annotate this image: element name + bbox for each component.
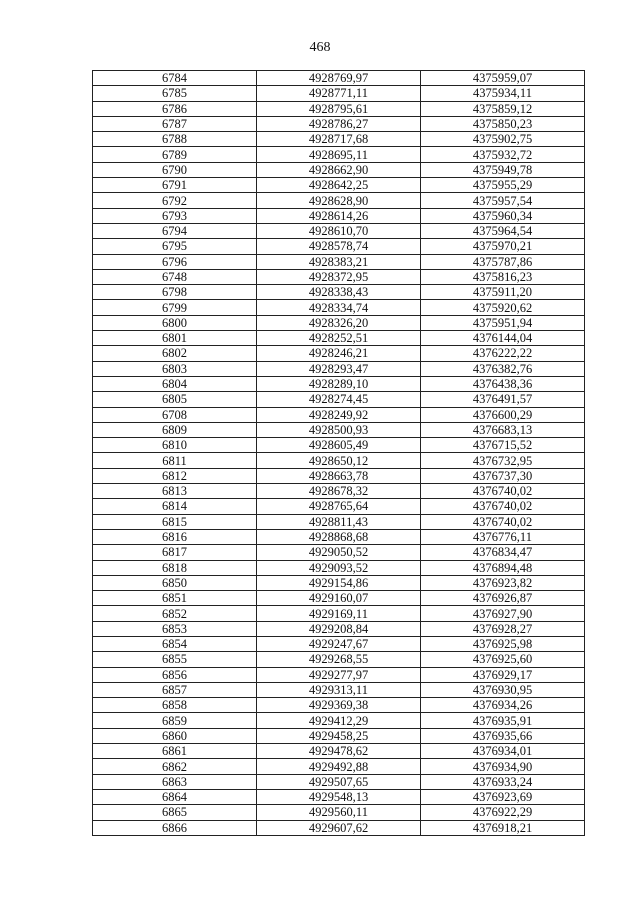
table-row (93, 728, 585, 743)
x-coordinate-cell: 4929607,62 (257, 820, 421, 835)
y-coordinate-cell: 4375951,94 (421, 315, 585, 330)
table-row (93, 315, 585, 330)
table-row (93, 560, 585, 575)
table-row (93, 116, 585, 131)
point-number-cell: 6794 (93, 223, 257, 238)
y-coordinate-cell: 4376929,17 (421, 667, 585, 682)
x-coordinate-cell: 4929050,52 (257, 545, 421, 560)
table-row (93, 499, 585, 514)
x-coordinate-cell: 4928717,68 (257, 132, 421, 147)
y-coordinate-cell: 4376834,47 (421, 545, 585, 560)
y-coordinate-cell: 4375955,29 (421, 178, 585, 193)
x-coordinate-cell: 4928289,10 (257, 376, 421, 391)
page-number: 468 (309, 40, 331, 55)
point-number-cell: 6708 (93, 407, 257, 422)
coordinates-table (92, 70, 585, 836)
x-coordinate-cell: 4929492,88 (257, 759, 421, 774)
x-coordinate-cell: 4928695,11 (257, 147, 421, 162)
point-number-cell: 6850 (93, 575, 257, 590)
y-coordinate-cell: 4376934,26 (421, 698, 585, 713)
y-coordinate-cell: 4376927,90 (421, 606, 585, 621)
y-coordinate-cell: 4376923,82 (421, 575, 585, 590)
table-row (93, 86, 585, 101)
point-number-cell: 6809 (93, 422, 257, 437)
y-coordinate-cell: 4376740,02 (421, 484, 585, 499)
point-number-cell: 6812 (93, 468, 257, 483)
point-number-cell: 6864 (93, 789, 257, 804)
y-coordinate-cell: 4376740,02 (421, 514, 585, 529)
x-coordinate-cell: 4929548,13 (257, 789, 421, 804)
x-coordinate-cell: 4929154,86 (257, 575, 421, 590)
y-coordinate-cell: 4376222,22 (421, 346, 585, 361)
table-row (93, 805, 585, 820)
y-coordinate-cell: 4376935,66 (421, 728, 585, 743)
y-coordinate-cell: 4375920,62 (421, 300, 585, 315)
x-coordinate-cell: 4928786,27 (257, 116, 421, 131)
table-row (93, 698, 585, 713)
table-row (93, 132, 585, 147)
y-coordinate-cell: 4376737,30 (421, 468, 585, 483)
x-coordinate-cell: 4928769,97 (257, 71, 421, 86)
y-coordinate-cell: 4375970,21 (421, 239, 585, 254)
x-coordinate-cell: 4928274,45 (257, 392, 421, 407)
table-row (93, 682, 585, 697)
point-number-cell: 6784 (93, 71, 257, 86)
point-number-cell: 6851 (93, 591, 257, 606)
point-number-cell: 6857 (93, 682, 257, 697)
table-row (93, 376, 585, 391)
table-row (93, 331, 585, 346)
y-coordinate-cell: 4376438,36 (421, 376, 585, 391)
table-row (93, 713, 585, 728)
y-coordinate-cell: 4376930,95 (421, 682, 585, 697)
table-row (93, 789, 585, 804)
table-row (93, 162, 585, 177)
y-coordinate-cell: 4375964,54 (421, 223, 585, 238)
y-coordinate-cell: 4375957,54 (421, 193, 585, 208)
x-coordinate-cell: 4928771,11 (257, 86, 421, 101)
x-coordinate-cell: 4928811,43 (257, 514, 421, 529)
point-number-cell: 6852 (93, 606, 257, 621)
x-coordinate-cell: 4928578,74 (257, 239, 421, 254)
y-coordinate-cell: 4376928,27 (421, 621, 585, 636)
point-number-cell: 6814 (93, 499, 257, 514)
y-coordinate-cell: 4376683,13 (421, 422, 585, 437)
coordinates-table-body (93, 71, 585, 836)
table-row (93, 636, 585, 651)
x-coordinate-cell: 4928383,21 (257, 254, 421, 269)
y-coordinate-cell: 4375934,11 (421, 86, 585, 101)
point-number-cell: 6860 (93, 728, 257, 743)
point-number-cell: 6816 (93, 529, 257, 544)
point-number-cell: 6791 (93, 178, 257, 193)
point-number-cell: 6853 (93, 621, 257, 636)
x-coordinate-cell: 4928614,26 (257, 208, 421, 223)
table-row (93, 101, 585, 116)
table-row (93, 514, 585, 529)
point-number-cell: 6787 (93, 116, 257, 131)
y-coordinate-cell: 4376923,69 (421, 789, 585, 804)
x-coordinate-cell: 4929478,62 (257, 744, 421, 759)
point-number-cell: 6818 (93, 560, 257, 575)
x-coordinate-cell: 4929369,38 (257, 698, 421, 713)
y-coordinate-cell: 4375949,78 (421, 162, 585, 177)
table-row (93, 606, 585, 621)
table-row (93, 667, 585, 682)
table-row (93, 774, 585, 789)
table-row (93, 621, 585, 636)
x-coordinate-cell: 4929169,11 (257, 606, 421, 621)
y-coordinate-cell: 4376715,52 (421, 438, 585, 453)
x-coordinate-cell: 4929268,55 (257, 652, 421, 667)
point-number-cell: 6815 (93, 514, 257, 529)
point-number-cell: 6788 (93, 132, 257, 147)
table-row (93, 438, 585, 453)
y-coordinate-cell: 4376894,48 (421, 560, 585, 575)
x-coordinate-cell: 4928372,95 (257, 269, 421, 284)
y-coordinate-cell: 4376935,91 (421, 713, 585, 728)
y-coordinate-cell: 4375850,23 (421, 116, 585, 131)
table-row (93, 193, 585, 208)
table-row (93, 575, 585, 590)
y-coordinate-cell: 4376776,11 (421, 529, 585, 544)
y-coordinate-cell: 4376491,57 (421, 392, 585, 407)
point-number-cell: 6817 (93, 545, 257, 560)
x-coordinate-cell: 4928293,47 (257, 361, 421, 376)
x-coordinate-cell: 4928249,92 (257, 407, 421, 422)
point-number-cell: 6800 (93, 315, 257, 330)
table-row (93, 223, 585, 238)
x-coordinate-cell: 4929458,25 (257, 728, 421, 743)
y-coordinate-cell: 4375959,07 (421, 71, 585, 86)
table-row (93, 239, 585, 254)
x-coordinate-cell: 4928868,68 (257, 529, 421, 544)
point-number-cell: 6811 (93, 453, 257, 468)
table-row (93, 269, 585, 284)
x-coordinate-cell: 4928605,49 (257, 438, 421, 453)
point-number-cell: 6866 (93, 820, 257, 835)
x-coordinate-cell: 4929412,29 (257, 713, 421, 728)
point-number-cell: 6798 (93, 285, 257, 300)
table-row (93, 361, 585, 376)
x-coordinate-cell: 4929507,65 (257, 774, 421, 789)
point-number-cell: 6813 (93, 484, 257, 499)
table-row (93, 147, 585, 162)
x-coordinate-cell: 4928610,70 (257, 223, 421, 238)
point-number-cell: 6805 (93, 392, 257, 407)
point-number-cell: 6789 (93, 147, 257, 162)
point-number-cell: 6793 (93, 208, 257, 223)
table-row (93, 453, 585, 468)
table-row (93, 545, 585, 560)
point-number-cell: 6796 (93, 254, 257, 269)
table-row (93, 759, 585, 774)
table-row (93, 407, 585, 422)
y-coordinate-cell: 4376740,02 (421, 499, 585, 514)
x-coordinate-cell: 4928628,90 (257, 193, 421, 208)
y-coordinate-cell: 4375816,23 (421, 269, 585, 284)
x-coordinate-cell: 4928765,64 (257, 499, 421, 514)
y-coordinate-cell: 4375902,75 (421, 132, 585, 147)
point-number-cell: 6786 (93, 101, 257, 116)
table-row (93, 285, 585, 300)
x-coordinate-cell: 4928252,51 (257, 331, 421, 346)
table-row (93, 178, 585, 193)
point-number-cell: 6792 (93, 193, 257, 208)
table-row (93, 484, 585, 499)
y-coordinate-cell: 4375787,86 (421, 254, 585, 269)
x-coordinate-cell: 4928642,25 (257, 178, 421, 193)
table-row (93, 71, 585, 86)
x-coordinate-cell: 4928326,20 (257, 315, 421, 330)
x-coordinate-cell: 4929277,97 (257, 667, 421, 682)
x-coordinate-cell: 4928663,78 (257, 468, 421, 483)
x-coordinate-cell: 4928246,21 (257, 346, 421, 361)
table-row (93, 591, 585, 606)
table-row (93, 820, 585, 835)
point-number-cell: 6799 (93, 300, 257, 315)
y-coordinate-cell: 4376925,98 (421, 636, 585, 651)
table-row (93, 346, 585, 361)
y-coordinate-cell: 4375932,72 (421, 147, 585, 162)
y-coordinate-cell: 4376926,87 (421, 591, 585, 606)
point-number-cell: 6804 (93, 376, 257, 391)
x-coordinate-cell: 4929313,11 (257, 682, 421, 697)
table-row (93, 744, 585, 759)
table-row (93, 652, 585, 667)
table-row (93, 254, 585, 269)
table-row (93, 422, 585, 437)
y-coordinate-cell: 4376382,76 (421, 361, 585, 376)
table-row (93, 208, 585, 223)
point-number-cell: 6801 (93, 331, 257, 346)
point-number-cell: 6862 (93, 759, 257, 774)
x-coordinate-cell: 4929560,11 (257, 805, 421, 820)
y-coordinate-cell: 4376732,95 (421, 453, 585, 468)
point-number-cell: 6865 (93, 805, 257, 820)
x-coordinate-cell: 4928650,12 (257, 453, 421, 468)
x-coordinate-cell: 4928662,90 (257, 162, 421, 177)
table-row (93, 468, 585, 483)
point-number-cell: 6861 (93, 744, 257, 759)
point-number-cell: 6863 (93, 774, 257, 789)
y-coordinate-cell: 4375960,34 (421, 208, 585, 223)
y-coordinate-cell: 4376144,04 (421, 331, 585, 346)
y-coordinate-cell: 4376934,90 (421, 759, 585, 774)
y-coordinate-cell: 4376933,24 (421, 774, 585, 789)
table-row (93, 529, 585, 544)
point-number-cell: 6790 (93, 162, 257, 177)
point-number-cell: 6859 (93, 713, 257, 728)
point-number-cell: 6854 (93, 636, 257, 651)
point-number-cell: 6856 (93, 667, 257, 682)
y-coordinate-cell: 4376934,01 (421, 744, 585, 759)
point-number-cell: 6748 (93, 269, 257, 284)
point-number-cell: 6810 (93, 438, 257, 453)
table-row (93, 300, 585, 315)
x-coordinate-cell: 4929247,67 (257, 636, 421, 651)
y-coordinate-cell: 4376922,29 (421, 805, 585, 820)
x-coordinate-cell: 4929160,07 (257, 591, 421, 606)
x-coordinate-cell: 4928334,74 (257, 300, 421, 315)
y-coordinate-cell: 4376925,60 (421, 652, 585, 667)
point-number-cell: 6803 (93, 361, 257, 376)
y-coordinate-cell: 4376918,21 (421, 820, 585, 835)
table-row (93, 392, 585, 407)
point-number-cell: 6802 (93, 346, 257, 361)
x-coordinate-cell: 4929208,84 (257, 621, 421, 636)
x-coordinate-cell: 4928795,61 (257, 101, 421, 116)
x-coordinate-cell: 4929093,52 (257, 560, 421, 575)
x-coordinate-cell: 4928338,43 (257, 285, 421, 300)
point-number-cell: 6855 (93, 652, 257, 667)
point-number-cell: 6785 (93, 86, 257, 101)
y-coordinate-cell: 4375911,20 (421, 285, 585, 300)
y-coordinate-cell: 4376600,29 (421, 407, 585, 422)
y-coordinate-cell: 4375859,12 (421, 101, 585, 116)
point-number-cell: 6858 (93, 698, 257, 713)
x-coordinate-cell: 4928500,93 (257, 422, 421, 437)
x-coordinate-cell: 4928678,32 (257, 484, 421, 499)
point-number-cell: 6795 (93, 239, 257, 254)
